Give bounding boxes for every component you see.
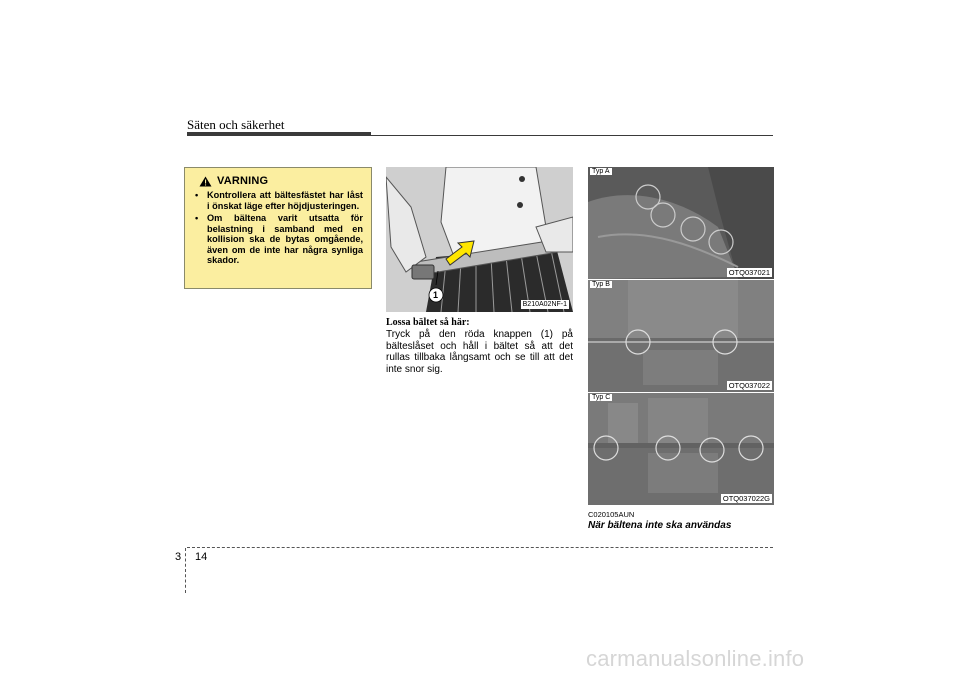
seat-figure-type-a [588,167,774,279]
figure-title: När bältena inte ska användas [588,520,732,531]
seat-type-label: Typ B [592,281,610,288]
buckle-release-drawing [386,167,573,312]
seat-type-label: Typ C [592,394,611,401]
warning-item: • Kontrollera att bältesfästet har låst i önskat läge efter höjdjusteringen. [193,190,363,211]
section-code: C020105AUN [588,510,635,519]
seat-figure-type-c [588,393,774,505]
seat-drawing-b [588,280,774,392]
buckle-callout-number: 1 [433,290,439,300]
seat-drawing-a [588,167,774,279]
warning-title: VARNING [217,175,269,187]
watermark: carmanualsonline.info [586,646,805,671]
buckle-release-illustration [386,167,573,312]
figure-code: OTQ037021 [728,268,770,277]
buckle-caption: Lossa bältet så här: [386,317,470,328]
warning-list [193,190,363,266]
page-number: 14 [195,551,208,563]
warning-triangle-icon [199,176,212,187]
header-rule-thin [371,135,773,136]
figure-code: OTQ037022G [722,494,770,503]
footer-vertical-rule [185,548,186,593]
seat-drawing-c [588,393,774,505]
figure-code: OTQ037022 [728,381,770,390]
warning-header [199,175,363,187]
chapter-number: 3 [175,551,182,563]
section-title: Säten och säkerhet [187,117,285,132]
warning-item: • Om bältena varit utsatta för belastning i samband med en kollision ska de bytas omgående, även om de inte har några synliga skador. [193,213,363,266]
figure-code: B210A02NF-1 [522,301,567,308]
buckle-instructions: Tryck på den röda knappen (1) på bälteslåset och håll i bältet så att det rullas tillbaka långsamt och se till att det inte snor sig. [386,329,573,375]
seat-type-label: Typ A [592,168,610,175]
header-rule-thick [187,132,371,136]
warning-box [184,167,372,289]
footer-rule [187,547,773,548]
seat-figure-type-b [588,280,774,392]
